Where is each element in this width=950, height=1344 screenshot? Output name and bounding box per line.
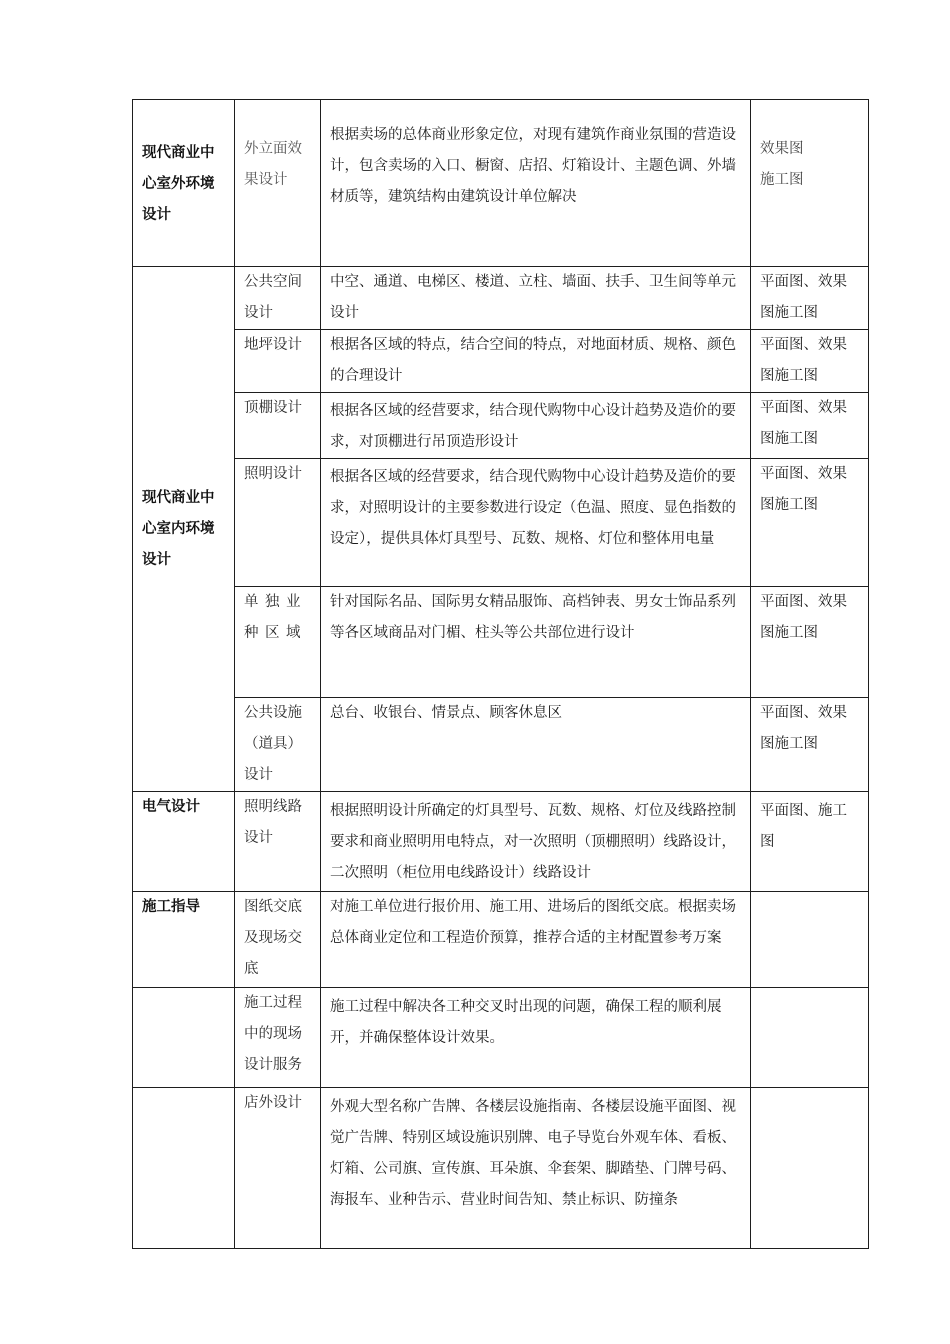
description-cell: 施工过程中解决各工种交叉时出现的问题，确保工程的顺利展开，并确保整体设计效果。 [321,988,751,1088]
output-cell: 平面图、效果图施工图 [751,330,869,393]
item-cell: 地坪设计 [235,330,321,393]
output-cell [751,988,869,1088]
output-cell: 平面图、效果图施工图 [751,698,869,792]
table-row [133,792,869,892]
category-cell: 施工指导 [133,892,235,988]
description-cell: 对施工单位进行报价用、施工用、进场后的图纸交底。根据卖场总体商业定位和工程造价预算，推荐合适的主材配置参考万案 [321,892,751,988]
item-cell: 顶棚设计 [235,393,321,459]
description-cell: 针对国际名品、国际男女精品服饰、高档钟表、男女士饰品系列等各区域商品对门楣、柱头等公共部位进行设计 [321,587,751,698]
table-row [133,100,869,267]
item-cell: 外立面效果设计 [235,100,321,267]
item-cell: 施工过程中的现场设计服务 [235,988,321,1088]
output-cell [751,892,869,988]
description-cell: 根据卖场的总体商业形象定位，对现有建筑作商业氛围的营造设计，包含卖场的入口、橱窗、店招、灯箱设计、主题色调、外墙材质等，建筑结构由建筑设计单位解决 [321,100,751,267]
table-row [133,459,869,587]
item-cell: 公共空间设计 [235,267,321,330]
category-cell [133,988,235,1088]
description-cell: 中空、通道、电梯区、楼道、立柱、墙面、扶手、卫生间等单元设计 [321,267,751,330]
item-cell: 单独业种区域 [235,587,321,698]
table-row [133,892,869,988]
description-cell: 根据照明设计所确定的灯具型号、瓦数、规格、灯位及线路控制要求和商业照明用电特点，对一次照明（顶棚照明）线路设计，二次照明（柜位用电线路设计）线路设计 [321,792,751,892]
item-cell: 照明设计 [235,459,321,587]
item-cell: 照明线路设计 [235,792,321,892]
description-cell: 总台、收银台、情景点、顾客休息区 [321,698,751,792]
output-cell: 平面图、效果图施工图 [751,587,869,698]
output-cell: 平面图、施工图 [751,792,869,892]
description-cell: 根据各区域的经营要求，结合现代购物中心设计趋势及造价的要求，对照明设计的主要参数进行设定（色温、照度、显色指数的设定），提供具体灯具型号、瓦数、规格、灯位和整体用电量 [321,459,751,587]
table-row [133,587,869,698]
description-cell: 根据各区域的经营要求，结合现代购物中心设计趋势及造价的要求，对顶棚进行吊顶造形设计 [321,393,751,459]
item-cell: 图纸交底及现场交底 [235,892,321,988]
table-row [133,698,869,792]
table-row [133,330,869,393]
output-cell [751,1088,869,1249]
category-cell: 现代商业中心室内环境设计 [133,267,235,792]
output-cell: 平面图、效果图施工图 [751,393,869,459]
category-cell [133,1088,235,1249]
output-cell: 平面图、效果图施工图 [751,459,869,587]
item-cell: 公共设施（道具）设计 [235,698,321,792]
output-cell: 效果图 施工图 [751,100,869,267]
description-cell: 外观大型名称广告牌、各楼层设施指南、各楼层设施平面图、视觉广告牌、特别区域设施识别牌、电子导览台外观车体、看板、灯箱、公司旗、宣传旗、耳朵旗、伞套架、脚踏垫、门牌号码、海报车、业种告示、营业时间告知、禁止标识、防撞条 [321,1088,751,1249]
table-row [133,393,869,459]
table-row [133,267,869,330]
design-scope-table [132,99,869,1249]
category-cell: 电气设计 [133,792,235,892]
category-cell: 现代商业中心室外环境设计 [133,100,235,267]
table-row [133,988,869,1088]
item-cell: 店外设计 [235,1088,321,1249]
output-cell: 平面图、效果图施工图 [751,267,869,330]
table-row [133,1088,869,1249]
description-cell: 根据各区域的特点，结合空间的特点，对地面材质、规格、颜色的合理设计 [321,330,751,393]
